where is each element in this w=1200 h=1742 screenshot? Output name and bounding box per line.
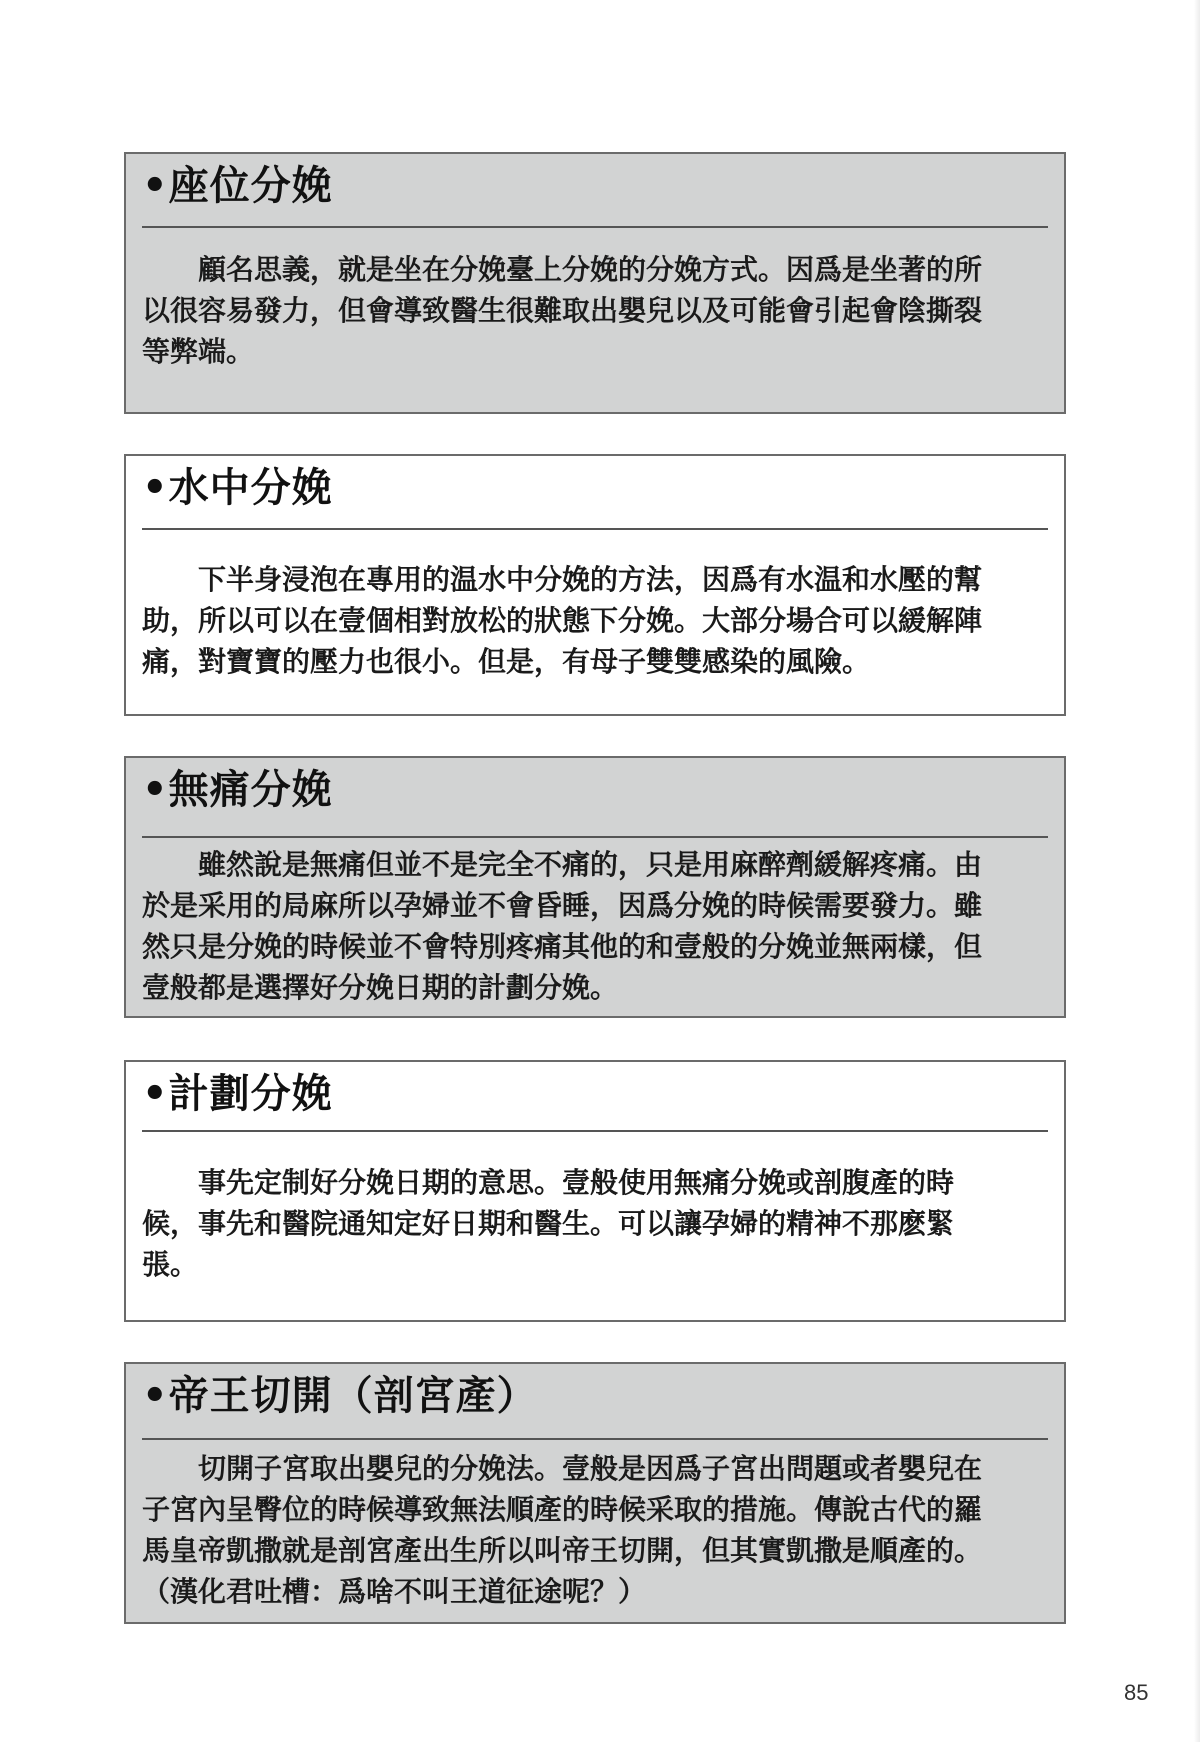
section-body: 顧名思義，就是坐在分娩臺上分娩的分娩方式。因爲是坐著的所以很容易發力，但會導致醫生很難取出嬰兒以及可能會引起會陰撕裂等弊端。 xyxy=(142,253,983,368)
page-edge xyxy=(1194,0,1200,1742)
title-divider xyxy=(142,1130,1048,1132)
section-body: 雖然說是無痛但並不是完全不痛的，只是用麻醉劑緩解疼痛。由於是采用的局麻所以孕婦並不會昏睡，因爲分娩的時候需要發力。雖然只是分娩的時候並不會特別疼痛其他的和壹般的分娩並無兩樣，但壹般都是選擇好分娩日期的計劃分娩。 xyxy=(142,848,983,1004)
section-title: •座位分娩 xyxy=(142,163,333,209)
section-water-birth xyxy=(124,454,1066,716)
title-divider xyxy=(142,1438,1048,1440)
section-body: 事先定制好分娩日期的意思。壹般使用無痛分娩或剖腹產的時候，事先和醫院通知定好日期和醫生。可以讓孕婦的精神不那麽緊張。 xyxy=(142,1166,955,1281)
page-number: 85 xyxy=(1124,1680,1149,1705)
title-divider xyxy=(142,226,1048,228)
title-divider xyxy=(142,836,1048,838)
section-title: •計劃分娩 xyxy=(142,1071,333,1117)
section-body: 下半身浸泡在專用的温水中分娩的方法，因爲有水温和水壓的幫助，所以可以在壹個相對放松的狀態下分娩。大部分場合可以緩解陣痛，對寶寶的壓力也很小。但是，有母子雙雙感染的風險。 xyxy=(142,563,983,678)
section-caesarean-section xyxy=(124,1362,1066,1624)
section-seated-birth xyxy=(124,152,1066,414)
section-title: •水中分娩 xyxy=(142,465,333,511)
section-title: •帝王切開（剖宮產） xyxy=(142,1373,538,1419)
section-title: •無痛分娩 xyxy=(142,767,333,813)
title-divider xyxy=(142,528,1048,530)
section-planned-birth xyxy=(124,1060,1066,1322)
section-painless-birth xyxy=(124,756,1066,1018)
section-body: 切開子宮取出嬰兒的分娩法。壹般是因爲子宮出問題或者嬰兒在子宮內呈臀位的時候導致無法順產的時候采取的措施。傳說古代的羅馬皇帝凱撒就是剖宮產出生所以叫帝王切開，但其實凱撒是順產的。（漢化君吐槽：爲啥不叫王道征途呢？） xyxy=(142,1452,983,1608)
